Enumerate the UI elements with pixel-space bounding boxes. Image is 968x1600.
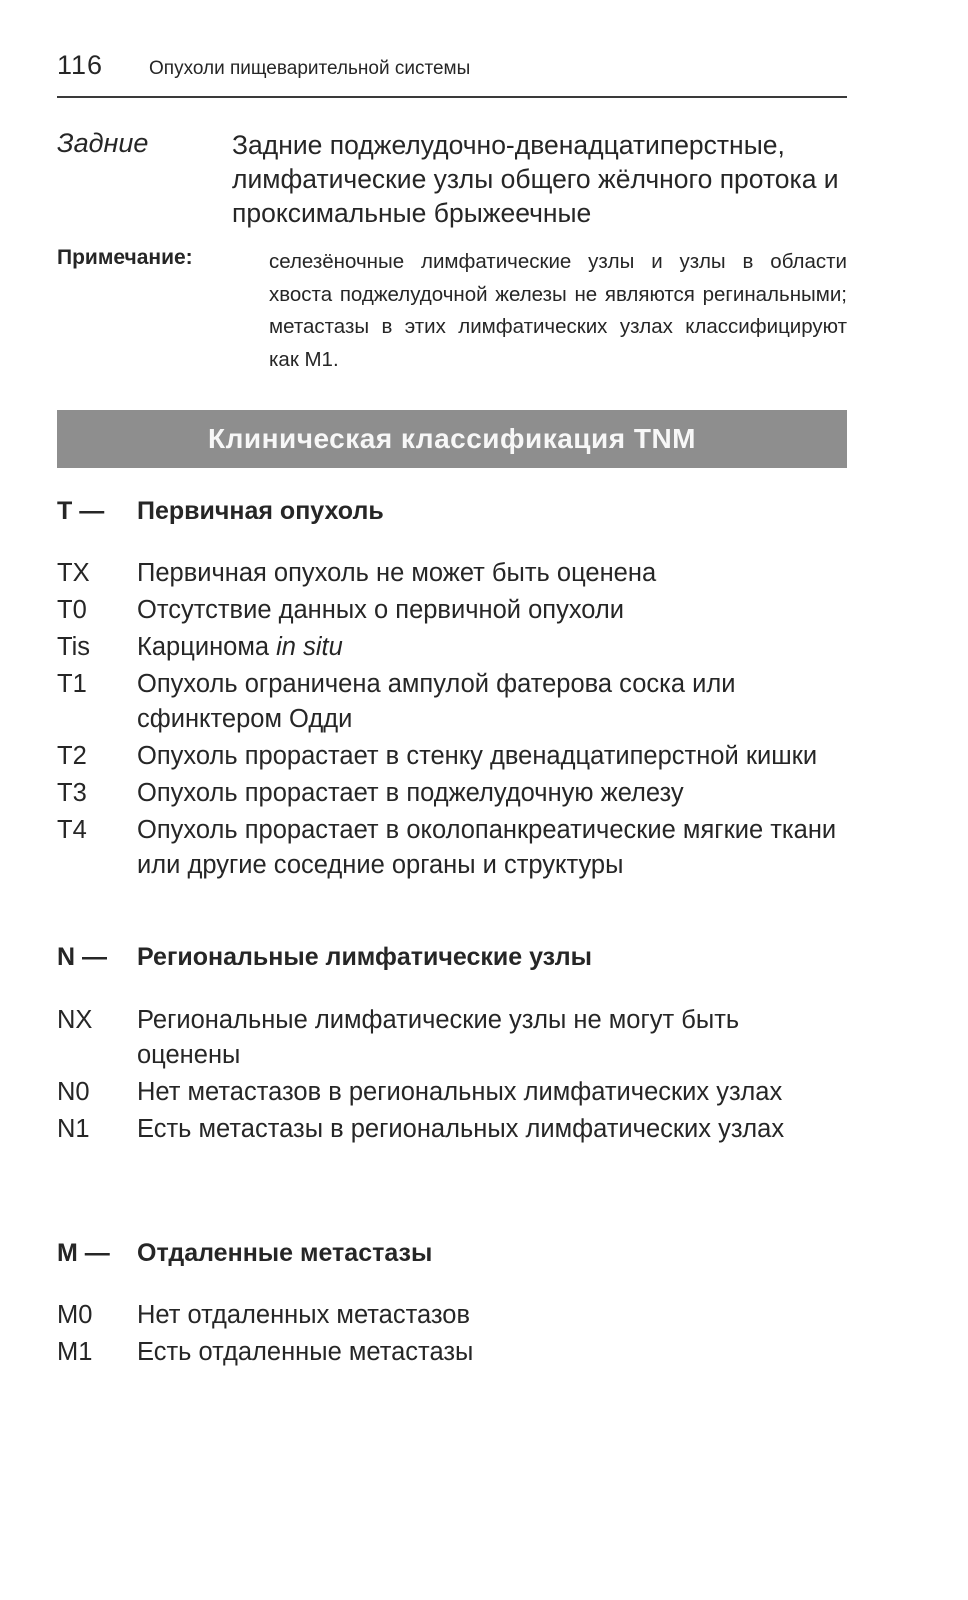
code-label: Т3 xyxy=(57,779,87,807)
code-description: Карцинома xyxy=(137,633,270,661)
list-item xyxy=(57,667,847,737)
m-code-list xyxy=(57,1298,847,1372)
code-label: Т0 xyxy=(57,596,87,624)
code-label: Т4 xyxy=(57,816,87,844)
section-letter: М — xyxy=(57,1239,110,1267)
code-label: М0 xyxy=(57,1301,93,1329)
list-item xyxy=(57,776,847,811)
code-label: ТХ xyxy=(57,559,90,587)
note-text: селезёночные лимфатические узлы и узлы в области хвоста поджелудочной железы не являются регинальными; метастазы в этих лимфатических узлах классифицируют как М1. xyxy=(269,250,847,371)
code-description: Опухоль прорастает в околопанкреатические мягкие ткани или другие соседние органы и структуры xyxy=(137,816,837,879)
code-description: Опухоль прорастает в стенку двенадцатиперстной кишки xyxy=(137,742,818,770)
section-heading-m xyxy=(57,1239,847,1275)
code-label: N0 xyxy=(57,1078,90,1106)
code-description: Региональные лимфатические узлы не могут быть оценены xyxy=(137,1006,740,1069)
section-title: Отдаленные метастазы xyxy=(137,1239,433,1267)
list-item xyxy=(57,739,847,774)
section-heading-t xyxy=(57,497,847,533)
code-label: Т1 xyxy=(57,670,87,698)
running-title: Опухоли пищеварительной системы xyxy=(149,58,471,79)
code-label: Т2 xyxy=(57,742,87,770)
running-head xyxy=(57,50,847,98)
list-item xyxy=(57,813,847,883)
n-code-list xyxy=(57,1003,847,1149)
list-item xyxy=(57,1298,847,1333)
section-banner xyxy=(57,410,847,468)
code-label: N1 xyxy=(57,1115,90,1143)
code-label: М1 xyxy=(57,1338,93,1366)
list-item xyxy=(57,593,847,628)
section-title: Первичная опухоль xyxy=(137,497,384,525)
list-item xyxy=(57,1003,847,1073)
code-description-tis xyxy=(137,630,847,665)
code-description: Есть отдаленные метастазы xyxy=(137,1338,474,1366)
code-description: Нет отдаленных метастазов xyxy=(137,1301,471,1329)
section-letter: N — xyxy=(57,943,107,971)
banner-title: Клиническая классификация TNM xyxy=(207,423,696,454)
list-item xyxy=(57,1112,847,1147)
term-label: Задние xyxy=(57,128,149,158)
list-item xyxy=(57,556,847,591)
code-description: Отсутствие данных о первичной опухоли xyxy=(137,596,625,624)
section-heading-n xyxy=(57,943,847,979)
list-item xyxy=(57,630,847,665)
term-text: Задние поджелудочно-двенадцатиперстные, лимфатические узлы общего жёлчного протока и проксимальные брыжеечные xyxy=(232,130,839,228)
code-description: Опухоль прорастает в поджелудочную железу xyxy=(137,779,684,807)
code-description: Есть метастазы в региональных лимфатических узлах xyxy=(137,1115,785,1143)
list-item xyxy=(57,1075,847,1110)
code-description: Опухоль ограничена ампулой фатерова соска или сфинктером Одди xyxy=(137,670,736,733)
section-title: Региональные лимфатические узлы xyxy=(137,943,592,971)
note-label: Примечание: xyxy=(57,246,193,269)
code-label: NX xyxy=(57,1006,93,1034)
page-number: 116 xyxy=(57,50,104,80)
code-label: Tis xyxy=(57,633,91,661)
code-description-italic: in situ xyxy=(276,633,343,661)
list-item xyxy=(57,1335,847,1370)
code-description: Нет метастазов в региональных лимфатических узлах xyxy=(137,1078,783,1106)
t-code-list xyxy=(57,556,847,885)
section-letter: Т — xyxy=(57,497,105,525)
code-description: Первичная опухоль не может быть оценена xyxy=(137,559,657,587)
